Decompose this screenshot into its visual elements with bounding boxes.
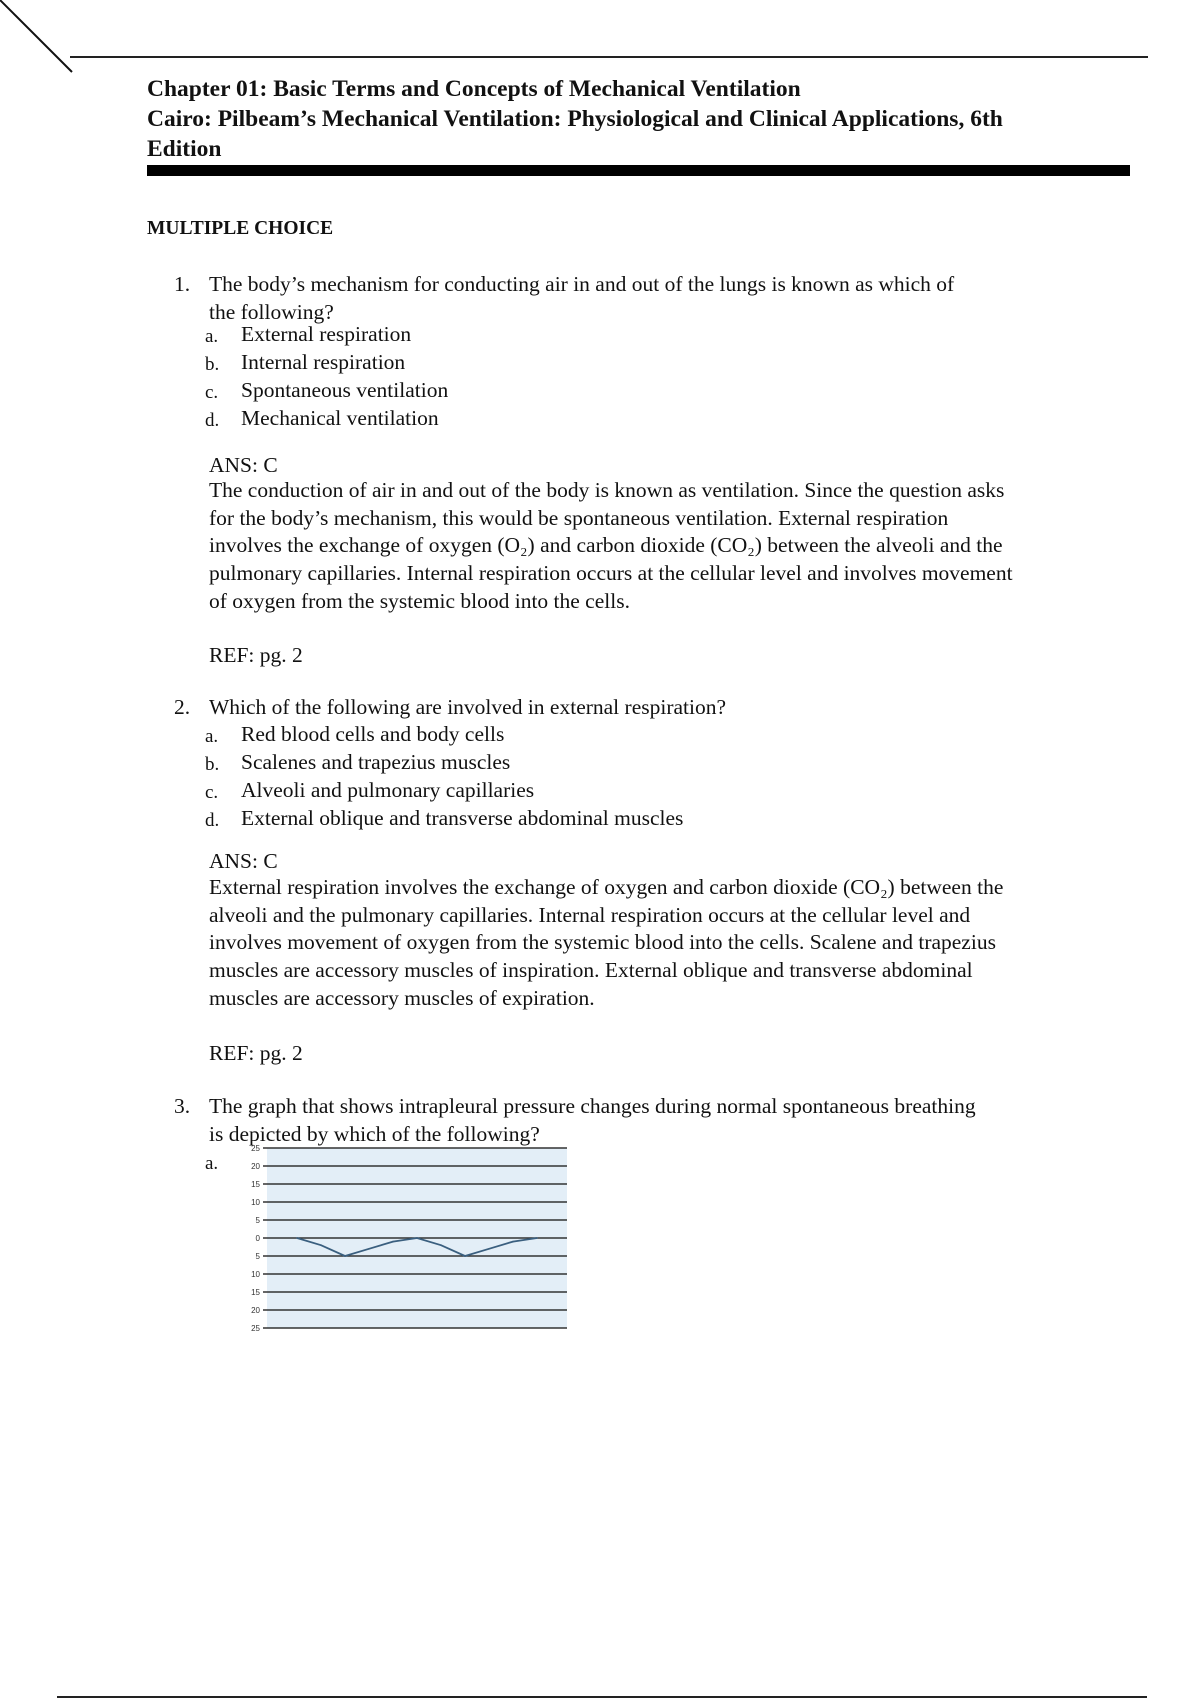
answer-option: Scalenes and trapezius muscles [241,750,511,774]
question-stem: Which of the following are involved in external respiration? [209,695,727,719]
y-tick-label: 5 [255,1216,260,1225]
question-stem: is depicted by which of the following? [209,1121,540,1146]
option-letter: d. [205,410,220,431]
rationale-line: muscles are accessory muscles of inspiration. External oblique and transverse abdominal [209,958,973,983]
answer-key: ANS: C [209,849,278,873]
data-point [368,1248,370,1250]
rationale-line: alveoli and the pulmonary capillaries. Internal respiration occurs at the cellular level and [209,902,971,927]
option-letter: c. [205,382,219,403]
rationale-line: of oxygen from the systemic blood into the cells. [209,588,630,613]
data-point [296,1237,298,1239]
answer-key: ANS: C [209,453,278,477]
intrapleural-pressure-chart [222,1140,572,1335]
data-point [344,1255,346,1257]
question-stem: The body’s mechanism for conducting air in and out of the lungs is known as which of [209,272,955,296]
document-title [147,74,1003,164]
option-letter: b. [205,754,220,775]
answer-option: External oblique and transverse abdominal muscles [241,806,684,830]
option-letter: b. [205,354,220,375]
y-tick-label: 15 [251,1288,260,1297]
question-number: 1. [174,272,191,296]
option-letter: a. [205,1153,219,1174]
question-number: 2. [174,695,191,719]
rationale-line: muscles are accessory muscles of expiration. [209,985,595,1010]
y-tick-label: 10 [251,1270,260,1279]
section-heading: MULTIPLE CHOICE [147,218,334,239]
title-line: Chapter 01: Basic Terms and Concepts of Mechanical Ventilation [147,76,801,102]
corner-slash [0,0,80,80]
answer-option: Alveoli and pulmonary capillaries [241,778,535,802]
rationale-line: External respiration involves the exchange of oxygen and carbon dioxide (CO₂) between the [209,875,1004,899]
title-divider [147,165,1130,176]
y-tick-label: 5 [255,1252,260,1261]
option-letter: a. [205,326,219,347]
data-point [464,1255,466,1257]
data-point [536,1237,538,1239]
y-tick-label: 25 [251,1144,260,1153]
y-tick-label: 20 [251,1162,260,1171]
option-letter: a. [205,726,219,747]
title-line: Cairo: Pilbeam’s Mechanical Ventilation: Physiological and Clinical Applications, 6th [147,106,1003,132]
y-tick-label: 20 [251,1306,260,1315]
reference: REF: pg. 2 [209,1041,303,1065]
question-stem: the following? [209,299,334,324]
answer-option: Mechanical ventilation [241,406,439,430]
option-letter: d. [205,810,220,831]
data-point [440,1244,442,1246]
y-tick-label: 10 [251,1198,260,1207]
data-point [416,1237,418,1239]
y-tick-label: 15 [251,1180,260,1189]
question-number: 3. [174,1094,191,1118]
data-point [488,1248,490,1250]
data-point [392,1241,394,1243]
reference: REF: pg. 2 [209,643,303,667]
data-point [320,1244,322,1246]
bottom-rule [57,1696,1147,1698]
data-point [512,1241,514,1243]
title-line: Edition [147,136,222,162]
rationale-line: for the body’s mechanism, this would be spontaneous ventilation. External respiration [209,505,949,530]
top-rule [70,56,1148,58]
rationale-line: The conduction of air in and out of the body is known as ventilation. Since the question asks [209,478,1005,502]
option-letter: c. [205,782,219,803]
question-stem: The graph that shows intrapleural pressure changes during normal spontaneous breathing [209,1094,976,1118]
rationale-line: involves movement of oxygen from the systemic blood into the cells. Scalene and trapezius [209,930,996,955]
y-tick-label: 25 [251,1324,260,1333]
answer-option: Internal respiration [241,350,406,374]
answer-option: Spontaneous ventilation [241,378,449,402]
y-tick-label: 0 [255,1234,260,1243]
answer-option: External respiration [241,322,412,346]
rationale-line: involves the exchange of oxygen (O₂) and carbon dioxide (CO₂) between the alveoli and the [209,533,1003,558]
rationale-line: pulmonary capillaries. Internal respiration occurs at the cellular level and involves movement [209,561,1013,586]
answer-option: Red blood cells and body cells [241,722,505,746]
